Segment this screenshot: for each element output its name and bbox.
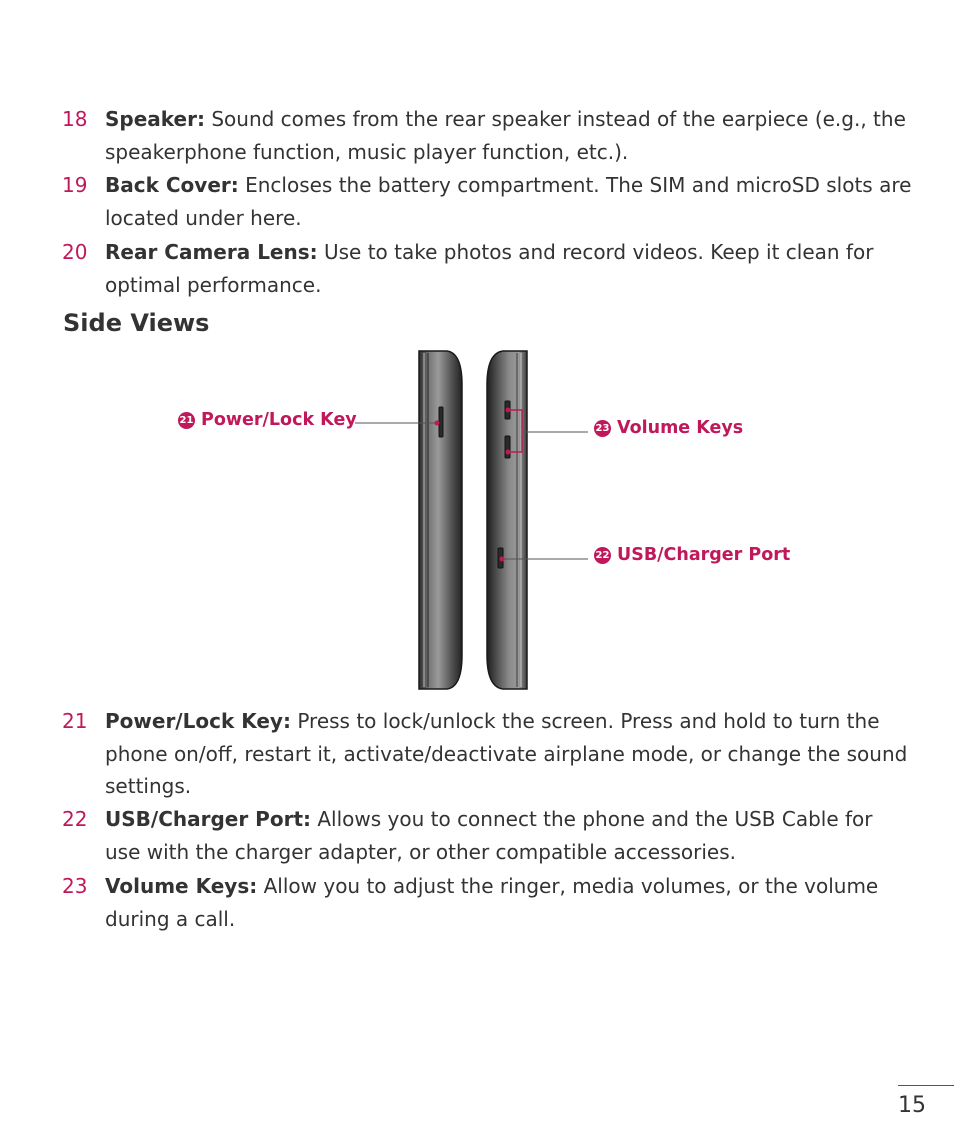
phone-right-side [487,351,527,689]
item-description: Encloses the battery compartment. The SIM and microSD slots are located under here. [105,173,912,230]
page-number-rule [898,1085,954,1086]
badge-22: 22 [594,547,611,564]
item-number: 19 [62,173,88,197]
item-label: Volume Keys: [105,874,258,898]
item-number: 23 [62,874,88,898]
volume-down-shape [505,436,510,458]
list-item-23 [62,870,912,935]
power-leader-dot [435,421,440,426]
list-item-21 [62,705,912,803]
power-button-shape [439,407,443,437]
item-text [105,803,912,868]
volume-up-dot [506,408,511,413]
callout-label: USB/Charger Port [617,545,791,565]
item-text [105,705,912,803]
callout-label: Volume Keys [617,418,744,438]
item-label: Rear Camera Lens: [105,240,318,264]
side-views-diagram [0,345,954,695]
item-label: USB/Charger Port: [105,807,311,831]
list-item-18 [62,103,912,168]
item-description: Sound comes from the rear speaker instead of the earpiece (e.g., the speakerphone function, music player function, etc.). [105,107,906,164]
callout-usb-charger-port [594,545,790,565]
item-label: Back Cover: [105,173,239,197]
item-text [105,870,912,935]
item-text [105,103,912,168]
item-text [105,236,912,301]
list-item-22 [62,803,912,868]
item-number: 20 [62,240,88,264]
callout-label: Power/Lock Key [201,410,357,430]
page-number: 15 [898,1093,926,1118]
item-number: 22 [62,807,88,831]
list-item-20 [62,236,912,301]
callout-power-lock-key [178,410,357,430]
item-text [105,169,912,234]
item-description: Use to take photos and record videos. Keep it clean for optimal performance. [105,240,874,297]
phone-left-side [419,351,462,689]
usb-leader-dot [500,557,505,562]
item-description: Allows you to connect the phone and the USB Cable for use with the charger adapter, or other compatible accessories. [105,807,873,864]
item-label: Speaker: [105,107,205,131]
item-description: Allow you to adjust the ringer, media volumes, or the volume during a call. [105,874,879,931]
volume-down-dot [506,450,511,455]
callout-volume-keys [594,418,743,438]
item-number: 21 [62,709,88,733]
badge-23: 23 [594,420,611,437]
item-description: Press to lock/unlock the screen. Press and hold to turn the phone on/off, restart it, activate/deactivate airplane mode, or change the sound settings. [105,709,908,798]
section-heading: Side Views [63,309,210,337]
item-label: Power/Lock Key: [105,709,291,733]
list-item-19 [62,169,912,234]
item-number: 18 [62,107,88,131]
badge-21: 21 [178,412,195,429]
